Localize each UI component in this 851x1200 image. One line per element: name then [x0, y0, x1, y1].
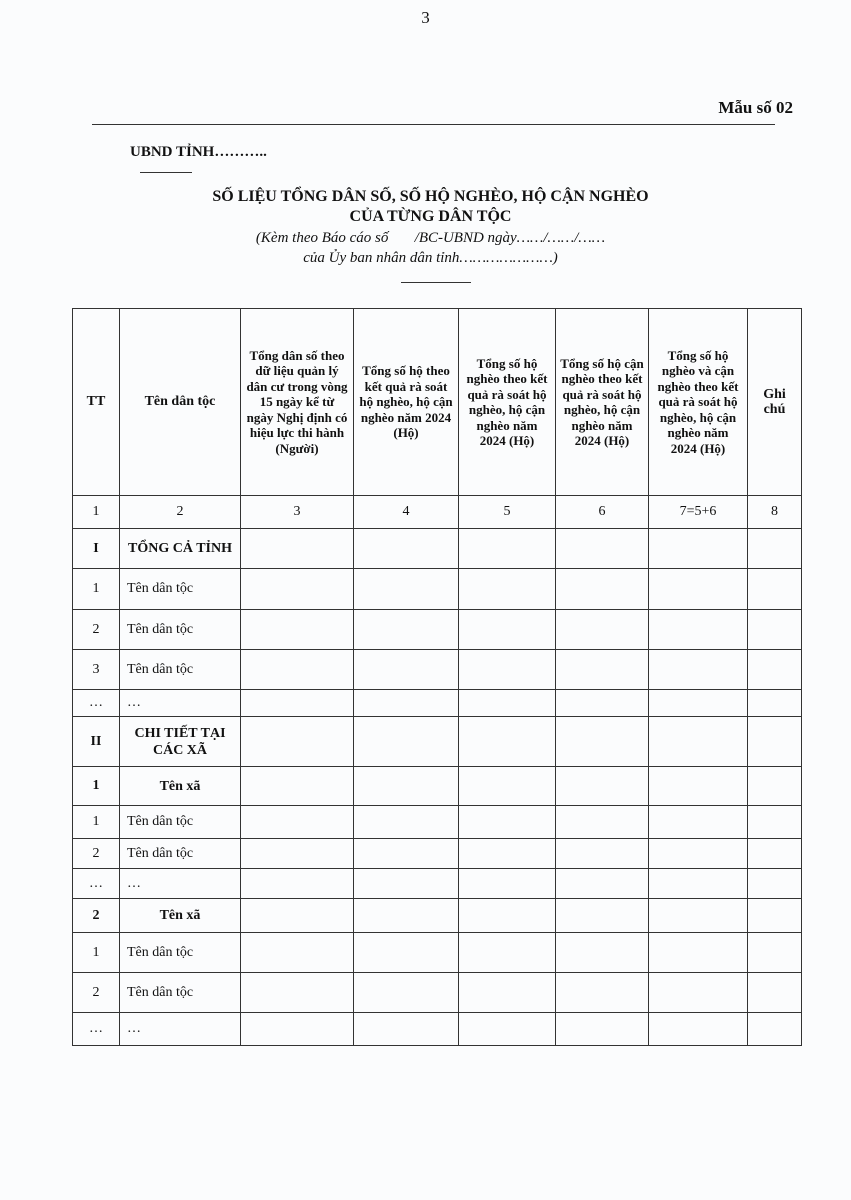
data-cell[interactable]	[459, 806, 556, 839]
data-cell[interactable]	[459, 839, 556, 869]
data-cell[interactable]	[649, 569, 748, 610]
column-number: 8	[748, 496, 802, 529]
data-cell[interactable]	[649, 529, 748, 569]
row-tt: 1	[73, 767, 120, 806]
data-cell[interactable]	[354, 767, 459, 806]
row-name: Tên dân tộc	[120, 610, 241, 650]
data-cell[interactable]	[241, 839, 354, 869]
data-cell[interactable]	[556, 569, 649, 610]
row-tt: …	[73, 1013, 120, 1046]
column-number: 5	[459, 496, 556, 529]
data-cell[interactable]	[241, 933, 354, 973]
data-cell[interactable]	[649, 610, 748, 650]
data-cell[interactable]	[556, 717, 649, 767]
row-tt: …	[73, 690, 120, 717]
row-tt: 3	[73, 650, 120, 690]
data-cell[interactable]	[241, 610, 354, 650]
table-row	[73, 933, 802, 973]
column-header: Tổng dân số theo dữ liệu quản lý dân cư trong vòng 15 ngày kể từ ngày Nghị định có hiệu lực thi hành (Người)	[241, 309, 354, 496]
row-tt: 2	[73, 973, 120, 1013]
data-cell[interactable]	[354, 650, 459, 690]
row-name: Tên xã	[120, 767, 241, 806]
data-cell[interactable]	[649, 690, 748, 717]
data-cell[interactable]	[241, 650, 354, 690]
data-cell[interactable]	[556, 650, 649, 690]
divider	[92, 124, 775, 125]
data-cell[interactable]	[354, 973, 459, 1013]
data-cell[interactable]	[748, 1013, 802, 1046]
data-cell[interactable]	[241, 899, 354, 933]
data-cell[interactable]	[241, 569, 354, 610]
table-row	[73, 839, 802, 869]
row-tt: 1	[73, 569, 120, 610]
table-row	[73, 1013, 802, 1046]
table-row	[73, 610, 802, 650]
data-cell[interactable]	[748, 899, 802, 933]
data-cell[interactable]	[241, 767, 354, 806]
data-cell[interactable]	[354, 717, 459, 767]
data-cell[interactable]	[748, 569, 802, 610]
data-cell[interactable]	[459, 610, 556, 650]
data-cell[interactable]	[354, 690, 459, 717]
row-name: CHI TIẾT TẠI CÁC XÃ	[120, 717, 241, 767]
data-cell[interactable]	[241, 690, 354, 717]
row-name: TỔNG CẢ TỈNH	[120, 529, 241, 569]
page-number: 3	[421, 8, 430, 27]
row-name: …	[120, 1013, 241, 1046]
row-name: …	[120, 869, 241, 899]
data-cell[interactable]	[459, 933, 556, 973]
data-cell[interactable]	[556, 899, 649, 933]
data-cell[interactable]	[354, 899, 459, 933]
data-cell[interactable]	[354, 806, 459, 839]
column-header: Tên dân tộc	[120, 309, 241, 496]
data-cell[interactable]	[459, 973, 556, 1013]
column-number: 4	[354, 496, 459, 529]
data-cell[interactable]	[556, 767, 649, 806]
data-table	[72, 308, 802, 1046]
table-row	[73, 869, 802, 899]
column-header: Tổng số hộ nghèo và cận nghèo theo kết quả rà soát hộ nghèo, hộ cận nghèo năm 2024 (Hộ)	[649, 309, 748, 496]
divider	[140, 172, 192, 173]
data-cell[interactable]	[354, 529, 459, 569]
column-header: Tổng số hộ nghèo theo kết quả rà soát hộ nghèo, hộ cận nghèo năm 2024 (Hộ)	[459, 309, 556, 496]
document-title	[0, 187, 851, 227]
row-name: Tên dân tộc	[120, 973, 241, 1013]
row-tt: I	[73, 529, 120, 569]
row-name: Tên xã	[120, 899, 241, 933]
data-cell[interactable]	[459, 529, 556, 569]
data-cell[interactable]	[556, 806, 649, 839]
row-tt: 2	[73, 899, 120, 933]
data-cell[interactable]	[748, 650, 802, 690]
table-row	[73, 767, 802, 806]
column-header: Tổng số hộ theo kết quả rà soát hộ nghèo, hộ cận nghèo năm 2024 (Hộ)	[354, 309, 459, 496]
title-line: SỐ LIỆU TỔNG DÂN SỐ, SỐ HỘ NGHÈO, HỘ CẬN NGHÈO	[212, 188, 649, 205]
data-cell[interactable]	[556, 610, 649, 650]
data-cell[interactable]	[649, 973, 748, 1013]
row-name: Tên dân tộc	[120, 569, 241, 610]
data-cell[interactable]	[459, 869, 556, 899]
table-row	[73, 899, 802, 933]
row-tt: 2	[73, 839, 120, 869]
data-cell[interactable]	[354, 869, 459, 899]
data-cell[interactable]	[649, 767, 748, 806]
table-row	[73, 717, 802, 767]
data-cell[interactable]	[649, 1013, 748, 1046]
row-name: Tên dân tộc	[120, 933, 241, 973]
data-cell[interactable]	[459, 650, 556, 690]
subtitle-line: (Kèm theo Báo cáo số /BC-UBND ngày……/……/……	[255, 230, 606, 246]
data-cell[interactable]	[748, 933, 802, 973]
data-cell[interactable]	[748, 806, 802, 839]
column-number: 2	[120, 496, 241, 529]
data-cell[interactable]	[459, 690, 556, 717]
row-name: Tên dân tộc	[120, 650, 241, 690]
data-cell[interactable]	[649, 650, 748, 690]
table-row	[73, 529, 802, 569]
data-cell[interactable]	[241, 1013, 354, 1046]
column-number: 7=5+6	[649, 496, 748, 529]
table-row	[73, 650, 802, 690]
data-cell[interactable]	[748, 839, 802, 869]
row-tt: 2	[73, 610, 120, 650]
data-cell[interactable]	[459, 899, 556, 933]
data-cell[interactable]	[649, 933, 748, 973]
province-label: UBND TỈNH………..	[130, 144, 267, 160]
table-row	[73, 806, 802, 839]
data-cell[interactable]	[748, 610, 802, 650]
data-cell[interactable]	[241, 806, 354, 839]
data-cell[interactable]	[748, 973, 802, 1013]
data-cell[interactable]	[556, 839, 649, 869]
data-cell[interactable]	[354, 933, 459, 973]
column-number: 1	[73, 496, 120, 529]
data-cell[interactable]	[649, 839, 748, 869]
data-cell[interactable]	[748, 767, 802, 806]
data-cell[interactable]	[556, 933, 649, 973]
data-cell[interactable]	[354, 839, 459, 869]
data-cell[interactable]	[556, 973, 649, 1013]
row-tt: 1	[73, 933, 120, 973]
data-cell[interactable]	[556, 690, 649, 717]
data-cell[interactable]	[748, 690, 802, 717]
row-name: Tên dân tộc	[120, 806, 241, 839]
data-cell[interactable]	[459, 1013, 556, 1046]
title-line: CỦA TỪNG DÂN TỘC	[349, 208, 512, 225]
form-number: Mẫu số 02	[718, 98, 793, 117]
divider	[401, 282, 471, 283]
data-cell[interactable]	[241, 973, 354, 1013]
data-cell[interactable]	[748, 529, 802, 569]
data-cell[interactable]	[459, 717, 556, 767]
data-cell[interactable]	[649, 899, 748, 933]
data-cell[interactable]	[649, 806, 748, 839]
data-cell[interactable]	[354, 569, 459, 610]
table-row	[73, 690, 802, 717]
row-name: Tên dân tộc	[120, 839, 241, 869]
data-cell[interactable]	[748, 869, 802, 899]
data-cell[interactable]	[459, 767, 556, 806]
data-cell[interactable]	[354, 1013, 459, 1046]
column-header: TT	[73, 309, 120, 496]
data-cell[interactable]	[241, 869, 354, 899]
column-header: Tổng số hộ cận nghèo theo kết quả rà soát hộ nghèo, hộ cận nghèo năm 2024 (Hộ)	[556, 309, 649, 496]
data-cell[interactable]	[649, 869, 748, 899]
row-name: …	[120, 690, 241, 717]
data-cell[interactable]	[354, 610, 459, 650]
data-cell[interactable]	[556, 529, 649, 569]
column-number: 3	[241, 496, 354, 529]
row-tt: 1	[73, 806, 120, 839]
data-cell[interactable]	[241, 717, 354, 767]
column-header: Ghi chú	[748, 309, 802, 496]
row-tt: …	[73, 869, 120, 899]
table-row	[73, 569, 802, 610]
data-cell[interactable]	[556, 1013, 649, 1046]
data-cell[interactable]	[241, 529, 354, 569]
row-tt: II	[73, 717, 120, 767]
subtitle-line: của Ủy ban nhân dân tỉnh…………………)	[303, 250, 558, 266]
data-cell[interactable]	[556, 869, 649, 899]
data-cell[interactable]	[649, 717, 748, 767]
table-row	[73, 973, 802, 1013]
data-cell[interactable]	[459, 569, 556, 610]
column-number: 6	[556, 496, 649, 529]
data-cell[interactable]	[748, 717, 802, 767]
document-subtitle	[0, 228, 851, 268]
